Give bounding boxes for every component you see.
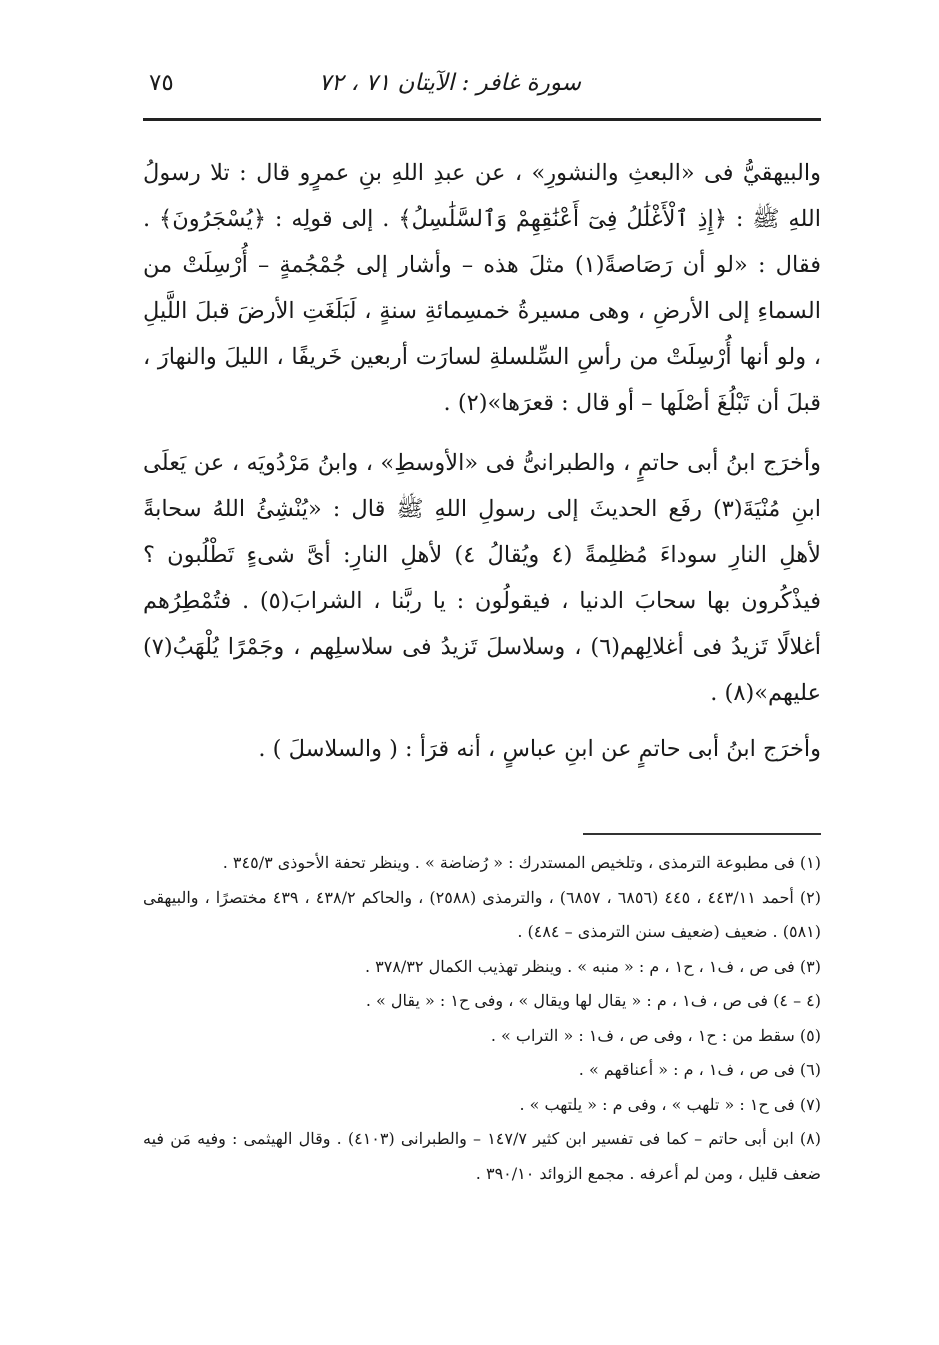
footnotes: [143, 846, 821, 1191]
main-text: [143, 150, 821, 772]
running-title: سورة غافر : الآيتان ٧١ ، ٧٢: [318, 70, 581, 96]
header-divider: [143, 118, 821, 121]
footnote-5: (٥) سقط من : ح١ ، وفى ص ، ف١ : « التراب » .: [490, 1025, 821, 1045]
footnote-4: (٤ – ٤) فى ص ، ف١ ، م : « يقال لها ويقال » ، وفى ح١ : « يقال » .: [365, 991, 821, 1010]
page-number: ٧٥: [149, 70, 174, 96]
footnote-6: (٦) فى ص ، ف١ ، م : « أعناقهم » .: [578, 1060, 821, 1079]
footnote-8: (٨) ابن أبى حاتم – كما فى تفسير ابن كثير ١٤٧/٧ – والطبرانى (٤١٠٣) . وقال الهيثمى : وفيه مَن فيه ضعف قليل ، ومن لم أعرفه . مجمع الزوائد ٣٩٠/١٠ .: [143, 1129, 822, 1183]
paragraph-1: والبيهقيُّ فى «البعثِ والنشورِ» ، عن عبدِ اللهِ بنِ عمرٍو قال : تلا رسولُ اللهِ ﷺ : ﴿إِذِ ٱلْأَغْلَٰلُ فِىٓ أَعْنَٰقِهِمْ وَٱلسَّلَٰسِلُ﴾ . إلى قولِه : ﴿يُسْجَرُونَ﴾ . فقال : «لو أن رَصَاصةً(١) مثلَ هذه – وأشار إلى جُمْجُمةٍ – أُرْسِلَتْ من السماءِ إلى الأرضِ ، وهى مسيرةُ خمسِمائةِ سنةٍ ، لَبَلَغَتِ الأرضَ قبلَ اللَّيلِ ، ولو أنها أُرْسِلَتْ من رأسِ السِّلسلةِ لسارَت أربعين خَريفًا ، الليلَ والنهارَ ، قبلَ أن تَبْلُغَ أصْلَها – أو قال : قعرَها»(٢) .: [143, 160, 822, 416]
footnote-3: (٣) فى ص ، ف١ ، ح١ ، م : « منبه » . وينظر تهذيب الكمال ٣٧٨/٣٢ .: [364, 956, 821, 976]
page-header: [143, 58, 821, 108]
paragraph-3: وأخرَج ابنُ أبى حاتمٍ عن ابنِ عباسٍ ، أنه قرَأ : ( والسلاسلَ ) .: [258, 736, 821, 762]
footnote-divider: [583, 833, 821, 835]
footnote-2: (٢) أحمد ٤٤٣/١١ ، ٤٤٥ (٦٨٥٦ ، ٦٨٥٧) ، والترمذى (٢٥٨٨) ، والحاكم ٤٣٨/٢ ، ٤٣٩ مختصرًا ، والبيهقى (٥٨١) . ضعيف (ضعيف سنن الترمذى – ٤٨٤) .: [143, 887, 821, 941]
footnote-7: (٧) فى ح١ : « تلهب » ، وفى م : « يلتهب » .: [519, 1094, 821, 1114]
footnote-1: (١) فى مطبوعة الترمذى ، وتلخيص المستدرك : « رُضاضة » . وينظر تحفة الأحوذى ٣٤٥/٣ .: [222, 853, 821, 872]
paragraph-2: وأخرَج ابنُ أبى حاتمٍ ، والطبرانىُّ فى «الأوسطِ» ، وابنُ مَرْدُويَه ، عن يَعلَى ابنِ مُنْيَةَ(٣) رفَع الحديثَ إلى رسولِ اللهِ ﷺ قال : «يُنْشِئُ اللهُ سحابةً لأهلِ النارِ سوداءَ مُظلِمةً (٤ ويُقالُ ٤) لأهلِ النارِ: أىَّ شىءٍ تَطْلُبون ؟ فيذْكُرون بها سحابَ الدنيا ، فيقولُون : يا ربَّنا ، الشرابَ(٥) . فتُمْطِرُهم أغلالًا تَزيدُ فى أغلالِهم(٦) ، وسلاسلَ تَزيدُ فى سلاسلِهم ، وجَمْرًا يُلْهَبُ(٧) عليهم»(٨) .: [143, 450, 822, 706]
